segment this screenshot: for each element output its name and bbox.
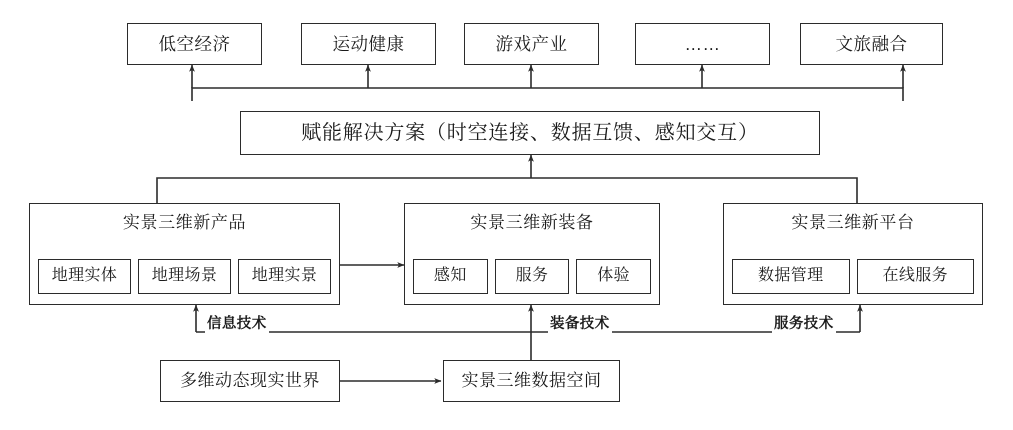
pillar-product-title: 实景三维新产品 [122,213,247,232]
data-space-label: 实景三维数据空间 [461,371,602,391]
outcome-label: 游戏产业 [495,33,568,54]
solution-label: 赋能解决方案（时空连接、数据互馈、感知交互） [301,121,759,144]
pillar-equipment-items [413,259,651,294]
pillar-equipment-item-1: 感知 [413,259,488,294]
pillar-platform-item-1: 数据管理 [732,259,850,294]
real-world-label: 多维动态现实世界 [180,371,320,391]
pillar-product-items [38,259,331,294]
outcome-box-1 [127,23,262,65]
tech-label-information: 信息技术 [205,312,269,333]
outcome-box-2 [301,23,436,65]
outcome-label: …… [684,33,721,54]
solution-box [240,111,820,155]
tech-label-equipment: 装备技术 [548,312,612,333]
pillar-platform-title: 实景三维新平台 [791,213,915,232]
pillar-product-item-3: 地理实景 [238,259,331,294]
tech-label-service: 服务技术 [772,312,836,333]
pillar-equipment-item-3: 体验 [576,259,651,294]
pillar-product [29,203,340,305]
outcome-label: 运动健康 [332,33,405,54]
outcome-box-4 [635,23,770,65]
pillar-platform-items [732,259,974,294]
pillar-platform-item-2: 在线服务 [857,259,975,294]
outcome-box-3 [464,23,599,65]
pillar-product-item-1: 地理实体 [38,259,131,294]
pillar-equipment-item-2: 服务 [495,259,570,294]
real-world-box [160,360,340,402]
outcome-label: 文旅融合 [835,33,908,54]
data-space-box [443,360,620,402]
pillar-platform [723,203,983,305]
outcome-box-5 [800,23,943,65]
outcome-label: 低空经济 [158,33,231,54]
pillar-product-item-2: 地理场景 [138,259,231,294]
pillar-equipment-title: 实景三维新装备 [470,213,594,232]
pillar-equipment [404,203,660,305]
